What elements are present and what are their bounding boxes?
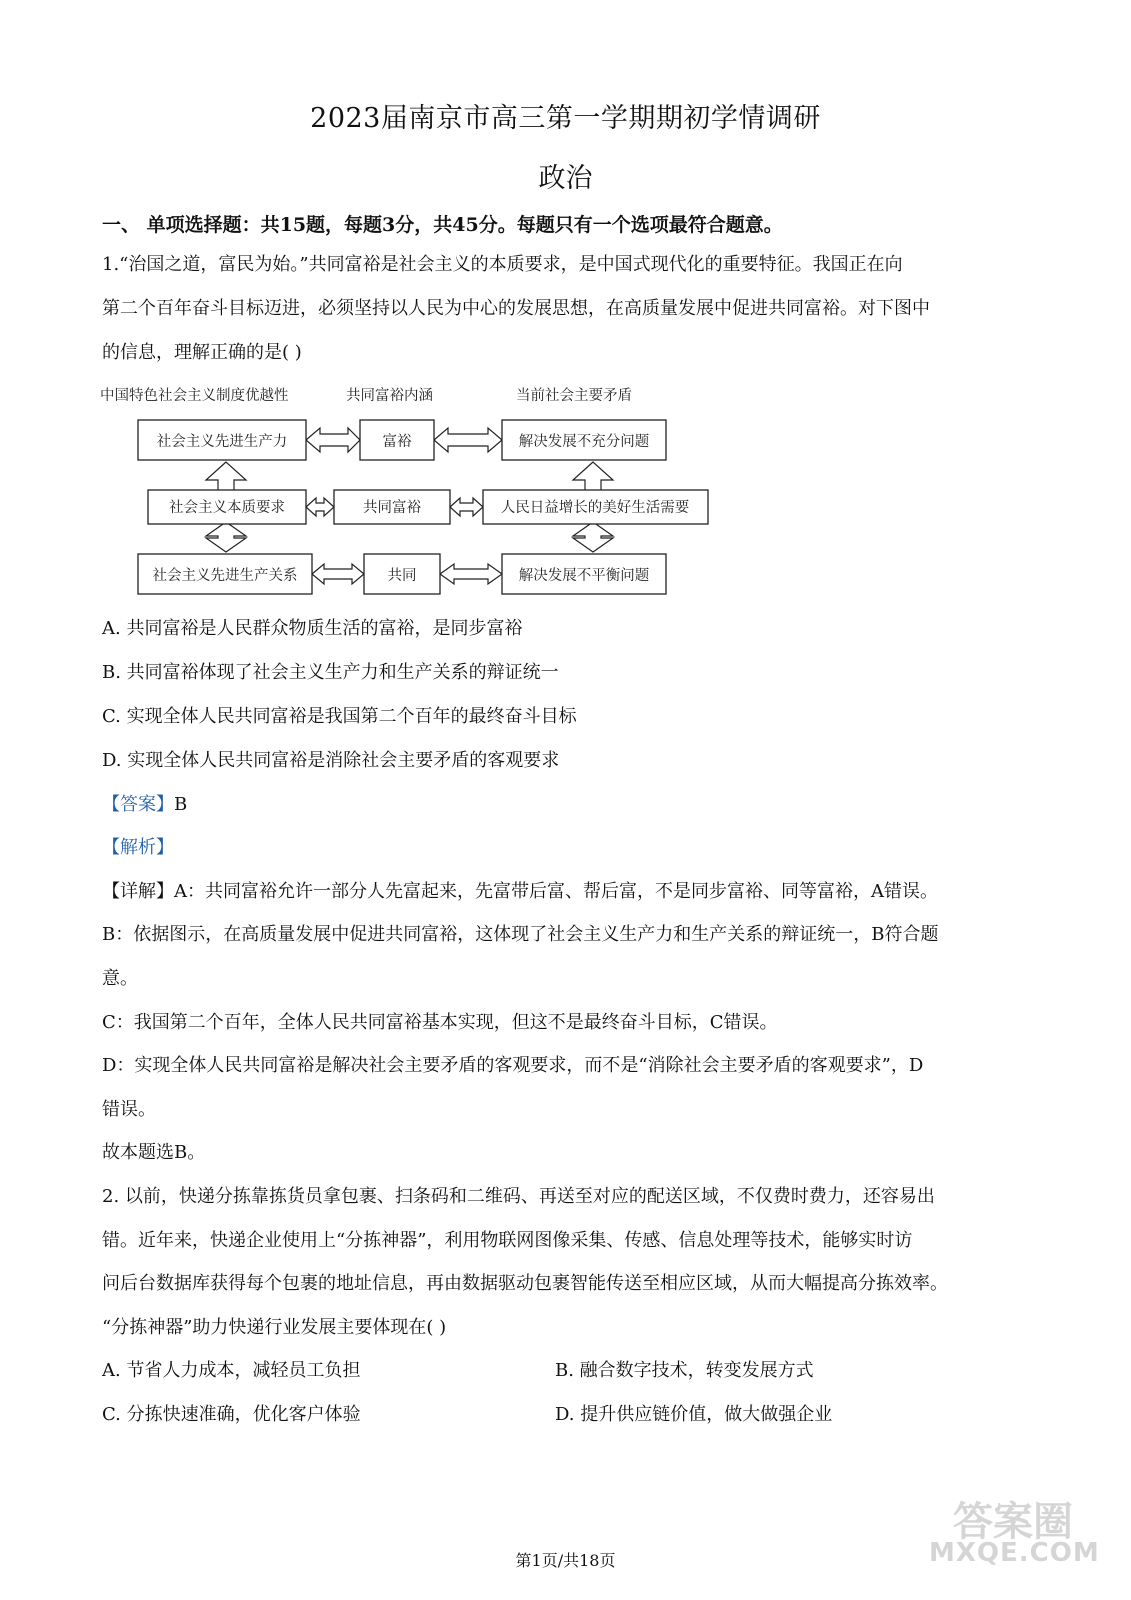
q1-stem-line: 1.“治国之道，富民为始。”共同富裕是社会主义的本质要求，是中国式现代化的重要特征。我国正在向 [102,254,903,275]
diagram-box-label: 共同 [387,568,417,584]
q1-stem-line: 第二个百年奋斗目标迈进，必须坚持以人民为中心的发展思想，在高质量发展中促进共同富裕。对下图中 [102,298,930,319]
q1-option: C. 实现全体人民共同富裕是我国第二个百年的最终奋斗目标 [102,706,577,727]
q2-option: D. 提升供应链价值，做大做强企业 [555,1404,833,1425]
diagram-header: 当前社会主要矛盾 [516,388,632,404]
q1-detail-line: 故本题选B。 [102,1142,206,1163]
diagram-box-label: 社会主义先进生产力 [156,434,288,450]
double-arrow-icon [450,498,483,516]
q1-option: B. 共同富裕体现了社会主义生产力和生产关系的辩证统一 [102,662,559,683]
q1-option: A. 共同富裕是人民群众物质生活的富裕，是同步富裕 [102,618,523,639]
q1-detail-line: 错误。 [102,1099,156,1120]
q1-detail-line: 【详解】A：共同富裕允许一部分人先富起来，先富带后富、帮后富，不是同步富裕、同等富裕，A错误。 [102,881,938,902]
q2-stem-line: 2. 以前，快递分拣靠拣货员拿包裹、扫条码和二维码、再送至对应的配送区域，不仅费时费力，还容易出 [102,1186,935,1207]
diagram-header: 共同富裕内涵 [346,388,433,404]
analysis-tag: 【解析】 [102,837,174,858]
page-title: 2023届南京市高三第一学期期初学情调研 [310,103,821,134]
q1-answer [102,792,187,818]
watermark-logo [923,1490,1100,1570]
q1-detail-line: C：我国第二个百年，全体人民共同富裕基本实现，但这不是最终奋斗目标，C错误。 [102,1012,778,1033]
q2-option: C. 分拣快速准确，优化客户体验 [102,1404,361,1425]
q2-option: A. 节省人力成本，减轻员工负担 [102,1360,361,1381]
page-number: 第1页/共18页 [515,1551,616,1570]
double-arrow-icon [206,522,246,552]
diagram-box-label: 共同富裕 [363,500,421,516]
diagram-box-label: 人民日益增长的美好生活需要 [500,500,690,516]
section-heading: 一、 单项选择题：共15题，每题3分，共45分。每题只有一个选项最符合题意。 [102,214,783,236]
double-arrow-icon [312,564,364,584]
q2-option: B. 融合数字技术，转变发展方式 [555,1360,814,1381]
watermark-cn: 答案圈 [953,1499,1073,1545]
q1-diagram [98,380,718,605]
double-arrow-icon [306,498,334,516]
diagram-box-label: 解决发展不平衡问题 [518,568,650,584]
subject-title: 政治 [538,163,593,194]
diagram-box-label: 社会主义先进生产关系 [152,568,298,584]
diagram-header: 中国特色社会主义制度优越性 [100,388,289,404]
q2-stem-line: 问后台数据库获得每个包裹的地址信息，再由数据驱动包裹智能传送至相应区域，从而大幅提高分拣效率。 [102,1273,948,1294]
q1-detail-line: B：依据图示，在高质量发展中促进共同富裕，这体现了社会主义生产力和生产关系的辩证统一，B符合题 [102,924,939,945]
diagram-box-label: 社会主义本质要求 [169,500,285,516]
double-arrow-icon [573,522,613,552]
watermark-en: MXQE.COM [929,1538,1100,1568]
double-arrow-icon [434,428,502,452]
q2-stem-line: 错。近年来，快递企业使用上“分拣神器”，利用物联网图像采集、传感、信息处理等技术，能够实时访 [102,1230,913,1251]
diagram-box-label: 解决发展不充分问题 [518,434,650,450]
q1-detail-line: 意。 [102,968,138,989]
double-arrow-icon [440,564,502,584]
q1-detail-line: D：实现全体人民共同富裕是解决社会主要矛盾的客观要求，而不是“消除社会主要矛盾的客观要求”，D [102,1055,924,1076]
q2-stem-line: “分拣神器”助力快递行业发展主要体现在( ) [102,1317,447,1338]
answer-value: B [174,794,188,815]
q1-option: D. 实现全体人民共同富裕是消除社会主要矛盾的客观要求 [102,750,560,771]
diagram-box-label: 富裕 [382,434,412,450]
double-arrow-icon [306,428,360,452]
q1-stem-line: 的信息，理解正确的是( ) [102,342,302,363]
answer-tag: 【答案】 [102,794,174,815]
